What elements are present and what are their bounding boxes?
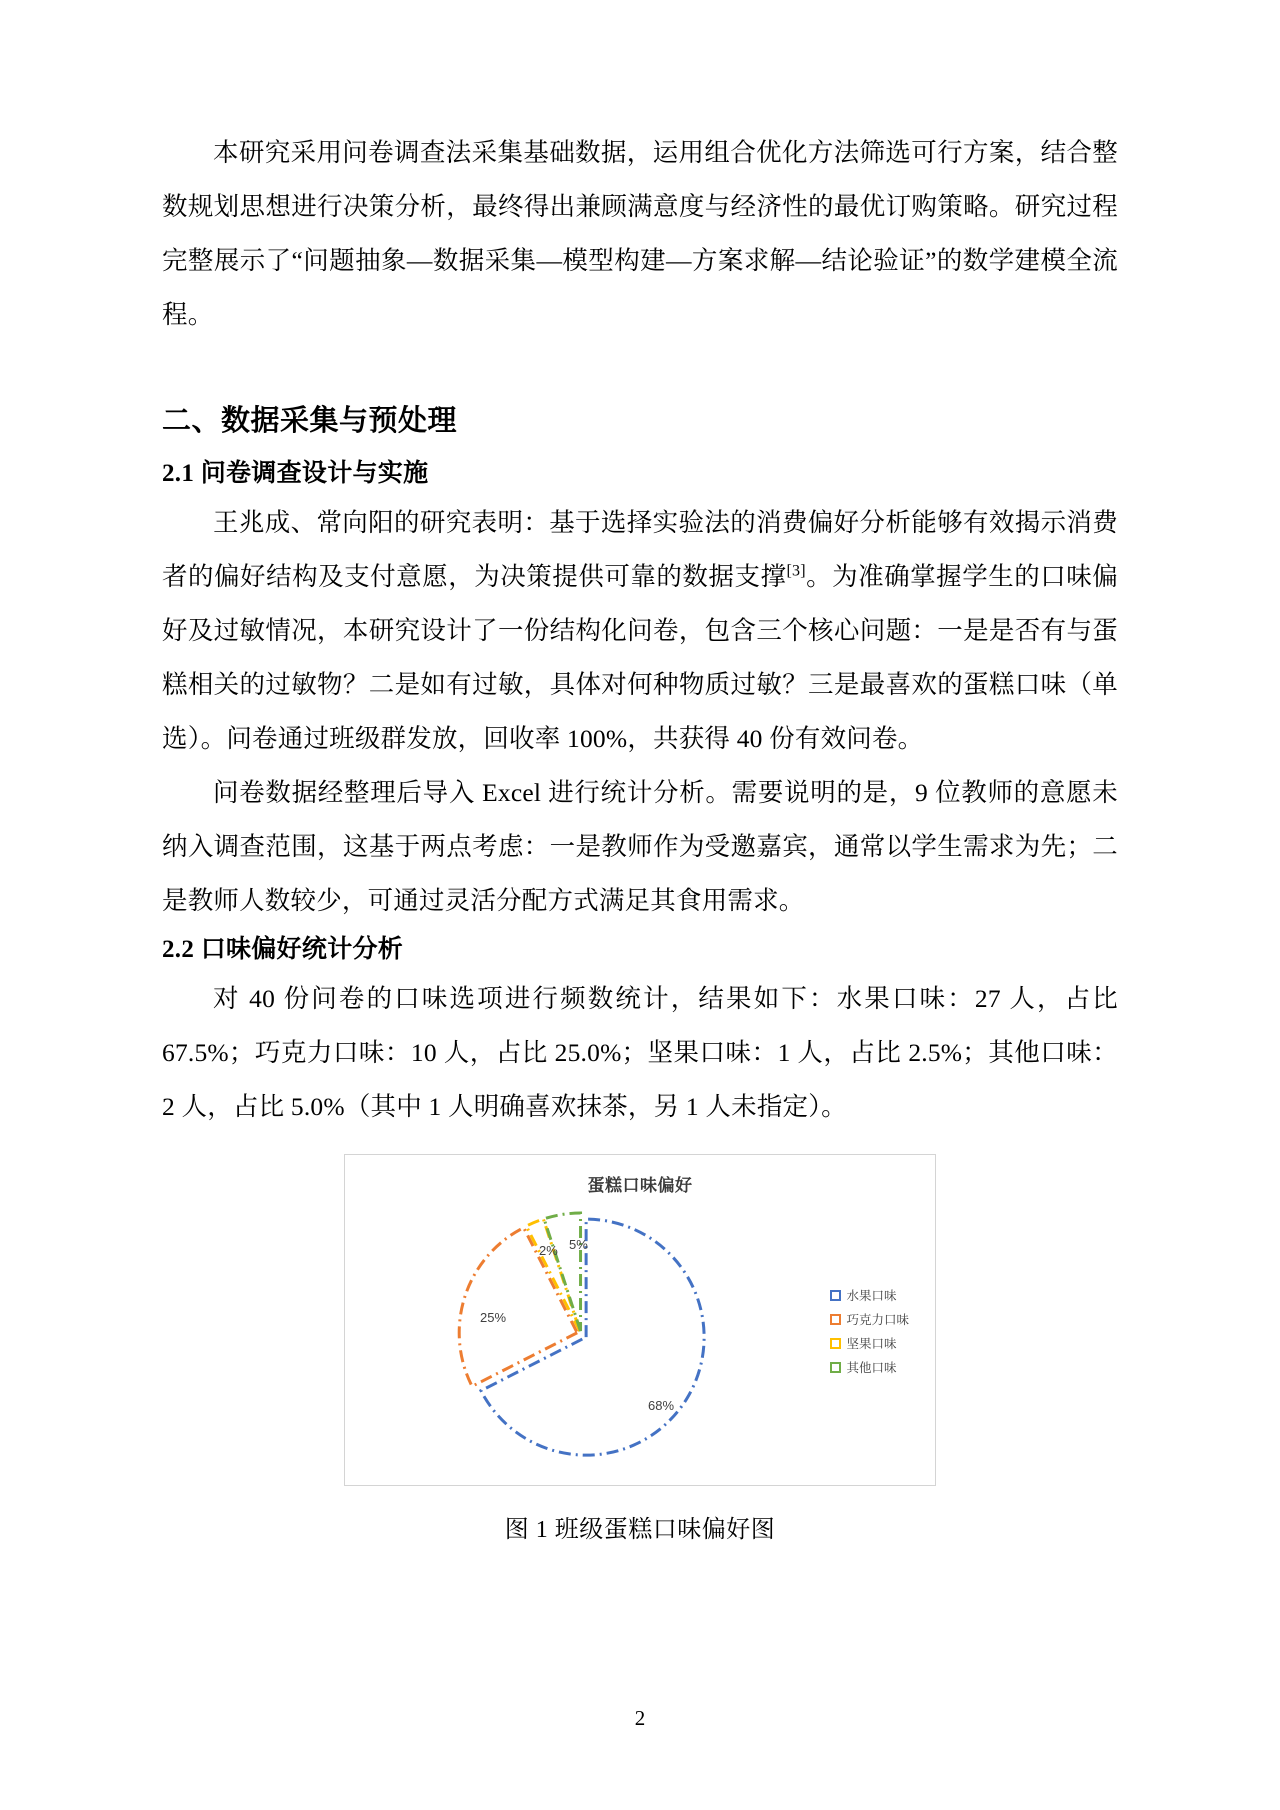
legend-item-other[interactable] (830, 1358, 909, 1376)
paragraph-survey-design-part-b: 。为准确掌握学生的口味偏好及过敏情况，本研究设计了一份结构化问卷，包含三个核心问题：一是是否有与蛋糕相关的过敏物？二是如有过敏，具体对何种物质过敏？三是最喜欢的蛋糕口味（单选）。问卷通过班级群发放，回收率 100%，共获得 40 份有效问卷。 (162, 562, 1118, 753)
section-spacer (162, 342, 1118, 398)
legend-swatch-icon-chocolate (830, 1314, 841, 1325)
citation-marker-3: [3] (786, 562, 806, 580)
slice-label-nut: 2% (539, 1243, 558, 1258)
page-content (162, 126, 1118, 1548)
slice-label-fruit: 68% (648, 1398, 675, 1413)
slice-label-other: 5% (569, 1237, 588, 1252)
legend-label-other: 其他口味 (846, 1361, 897, 1375)
figure-1 (162, 1154, 1118, 1486)
heading-spacer-1 (162, 444, 1118, 452)
legend-item-fruit[interactable] (830, 1286, 909, 1304)
paragraph-intro: 本研究采用问卷调查法采集基础数据，运用组合优化方法筛选可行方案，结合整数规划思想进行决策分析，最终得出兼顾满意度与经济性的最优订购策略。研究过程完整展示了“问题抽象—数据采集—模型构建—方案求解—结论验证”的数学建模全流程。 (162, 138, 1118, 329)
heading-subsection-2-2: 2.2 口味偏好统计分析 (162, 936, 404, 963)
legend-label-nut: 坚果口味 (846, 1337, 897, 1351)
legend-label-fruit: 水果口味 (846, 1289, 897, 1303)
heading-subsection-2-1: 2.1 问卷调查设计与实施 (162, 460, 429, 487)
legend-item-chocolate[interactable] (830, 1310, 909, 1328)
pie-slice (459, 1228, 577, 1387)
figure-caption: 图 1 班级蛋糕口味偏好图 (504, 1517, 776, 1543)
paragraph-survey-design-part-a: 王兆成、常向阳的研究表明：基于选择实验法的消费偏好分析能够有效揭示消费者的偏好结构及支付意愿，为决策提供可靠的数据支撑 (162, 508, 1118, 591)
pie-slice (481, 1219, 704, 1455)
legend-swatch-icon-fruit (830, 1290, 841, 1301)
paragraph-survey-design (162, 496, 1118, 766)
heading-section-2: 二、数据采集与预处理 (162, 405, 458, 437)
pie-slice (526, 1219, 580, 1331)
pie-chart (344, 1154, 936, 1486)
chart-legend (830, 1286, 909, 1376)
chart-title: 蛋糕口味偏好 (587, 1176, 693, 1195)
legend-label-chocolate: 巧克力口味 (846, 1313, 909, 1327)
legend-swatch-icon-other (830, 1362, 841, 1373)
legend-swatch-icon-nut (830, 1338, 841, 1349)
slice-label-chocolate: 25% (480, 1310, 507, 1325)
legend-item-nut[interactable] (830, 1334, 909, 1352)
paragraph-flavor-statistics: 对 40 份问卷的口味选项进行频数统计，结果如下：水果口味：27 人，占比 67.5%；巧克力口味：10 人，占比 25.0%；坚果口味：1 人，占比 2.5%；其他口味：2 人，占比 5.0%（其中 1 人明确喜欢抹茶，另 1 人未指定）。 (162, 984, 1118, 1121)
paragraph-survey-notes: 问卷数据经整理后导入 Excel 进行统计分析。需要说明的是，9 位教师的意愿未纳入调查范围，这基于两点考虑：一是教师作为受邀嘉宾，通常以学生需求为先；二是教师人数较少，可通过灵活分配方式满足其食用需求。 (162, 778, 1118, 915)
page-number: 2 (634, 1706, 646, 1730)
